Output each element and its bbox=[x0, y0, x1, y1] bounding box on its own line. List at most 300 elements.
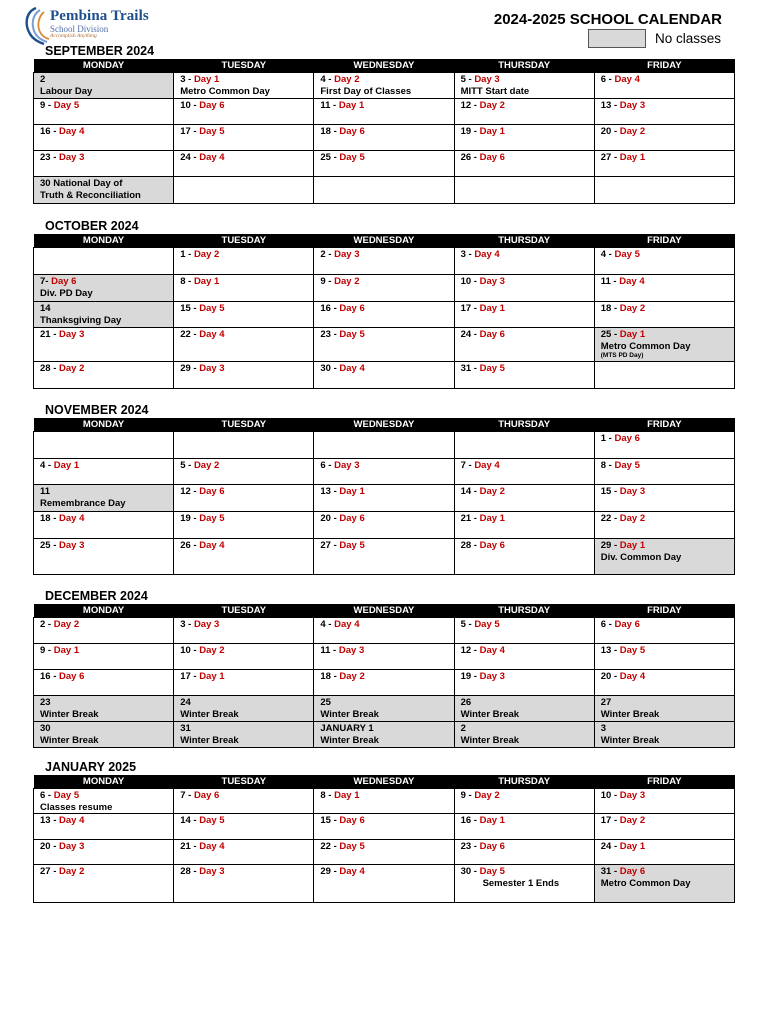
day-number: 31 bbox=[460, 363, 472, 374]
day-number: 11 bbox=[320, 100, 331, 111]
school-day-label: Day 1 bbox=[619, 152, 646, 163]
week-row bbox=[34, 302, 735, 328]
school-day-label: Day 4 bbox=[614, 74, 640, 85]
day-number: 23 bbox=[320, 329, 331, 340]
weekday-header: WEDNESDAY bbox=[314, 234, 454, 248]
day-cell bbox=[174, 789, 314, 814]
day-date-line bbox=[40, 671, 84, 682]
day-note: Metro Common Day bbox=[600, 877, 691, 889]
day-date-line bbox=[601, 276, 645, 287]
day-separator: - bbox=[190, 866, 200, 877]
legend-label: No classes bbox=[655, 31, 722, 46]
day-date-line bbox=[601, 329, 645, 340]
day-separator: - bbox=[45, 790, 54, 801]
day-date-line bbox=[461, 540, 505, 551]
day-separator: - bbox=[50, 815, 60, 826]
school-day-label: Day 3 bbox=[619, 100, 646, 111]
month-grid bbox=[33, 418, 735, 575]
school-day-label: Day 4 bbox=[479, 645, 505, 656]
weekday-header-row bbox=[34, 234, 735, 248]
day-date-line bbox=[320, 841, 364, 852]
month-section bbox=[33, 219, 735, 389]
day-number: 30 bbox=[40, 723, 51, 734]
day-cell bbox=[594, 644, 734, 670]
day-date-line bbox=[320, 486, 364, 497]
day-date-line bbox=[180, 74, 219, 85]
day-cell bbox=[314, 302, 454, 328]
weekday-header: FRIDAY bbox=[594, 418, 734, 432]
school-day-label: Day 6 bbox=[479, 540, 505, 551]
day-cell bbox=[454, 670, 594, 696]
day-date-line bbox=[601, 126, 645, 137]
day-number: 26 bbox=[460, 152, 472, 163]
day-cell bbox=[454, 865, 594, 903]
day-cell bbox=[454, 302, 594, 328]
school-day-label: Day 2 bbox=[474, 790, 500, 801]
day-cell bbox=[594, 99, 734, 125]
logo-swoosh-icon bbox=[22, 6, 52, 46]
school-day-label: Day 5 bbox=[199, 513, 225, 524]
day-separator: - bbox=[50, 126, 60, 137]
day-cell bbox=[34, 722, 174, 748]
day-date-line bbox=[461, 303, 505, 314]
day-cell bbox=[34, 840, 174, 865]
school-day-label: Day 1 bbox=[619, 841, 646, 852]
day-date-line bbox=[40, 619, 79, 630]
empty-day-cell bbox=[174, 432, 314, 459]
day-date-line bbox=[40, 276, 76, 287]
day-separator: - bbox=[50, 152, 60, 163]
month-grid bbox=[33, 234, 735, 389]
day-number: 23 bbox=[40, 152, 51, 163]
day-cell bbox=[34, 539, 174, 575]
weekday-header-row bbox=[34, 59, 735, 73]
day-cell bbox=[594, 670, 734, 696]
day-date-line bbox=[320, 74, 359, 85]
day-cell bbox=[454, 840, 594, 865]
day-separator: - bbox=[325, 619, 335, 630]
day-date-line bbox=[461, 486, 505, 497]
day-number: 17 bbox=[460, 303, 472, 314]
day-number: 19 bbox=[460, 671, 472, 682]
day-separator: - bbox=[190, 363, 200, 374]
day-number: 3 bbox=[460, 249, 466, 260]
day-cell bbox=[314, 362, 454, 389]
day-cell bbox=[594, 814, 734, 840]
day-number: 12 bbox=[460, 100, 472, 111]
day-date-line bbox=[601, 303, 645, 314]
day-cell bbox=[454, 485, 594, 512]
day-cell bbox=[174, 865, 314, 903]
day-separator: - bbox=[45, 645, 54, 656]
day-cell bbox=[314, 485, 454, 512]
school-day-label: Day 3 bbox=[193, 619, 220, 630]
day-date-line bbox=[40, 460, 79, 471]
day-number: 31 bbox=[600, 866, 612, 877]
day-cell bbox=[174, 512, 314, 539]
day-note: Classes resume bbox=[40, 801, 113, 813]
day-separator: - bbox=[190, 486, 200, 497]
day-date-line bbox=[180, 249, 219, 260]
day-date-line bbox=[601, 249, 640, 260]
day-separator: - bbox=[606, 433, 615, 444]
day-cell bbox=[314, 328, 454, 362]
week-row bbox=[34, 362, 735, 389]
day-number: 26 bbox=[460, 697, 472, 708]
day-separator: - bbox=[325, 74, 335, 85]
day-cell bbox=[454, 512, 594, 539]
weekday-header: WEDNESDAY bbox=[314, 775, 454, 789]
day-separator: - bbox=[185, 460, 194, 471]
weekday-header: TUESDAY bbox=[174, 234, 314, 248]
day-number: 13 bbox=[40, 815, 51, 826]
logo-subtitle: School Division bbox=[50, 24, 109, 34]
day-separator: - bbox=[471, 152, 480, 163]
school-day-label: Day 6 bbox=[51, 276, 77, 287]
day-date-line bbox=[180, 303, 224, 314]
day-date-line bbox=[320, 866, 364, 877]
day-separator: - bbox=[45, 276, 52, 287]
day-separator: - bbox=[611, 645, 620, 656]
day-separator: - bbox=[190, 126, 200, 137]
day-date-line bbox=[180, 815, 224, 826]
day-separator: - bbox=[471, 513, 480, 524]
day-separator: - bbox=[471, 841, 480, 852]
school-day-label: Day 2 bbox=[334, 74, 360, 85]
day-date-line bbox=[461, 866, 505, 877]
day-separator: - bbox=[471, 303, 480, 314]
day-cell bbox=[174, 644, 314, 670]
day-cell bbox=[454, 789, 594, 814]
day-number: 4 bbox=[320, 619, 326, 630]
day-date-line bbox=[180, 100, 224, 111]
day-date-line bbox=[320, 540, 364, 551]
school-day-label: Day 2 bbox=[619, 303, 646, 314]
week-row bbox=[34, 618, 735, 644]
month-section bbox=[33, 44, 735, 204]
day-date-line bbox=[40, 540, 84, 551]
day-cell bbox=[454, 362, 594, 389]
day-date-line bbox=[320, 697, 331, 708]
weekday-header: MONDAY bbox=[34, 234, 174, 248]
day-date-line bbox=[601, 645, 645, 656]
week-row bbox=[34, 248, 735, 275]
weekday-header: FRIDAY bbox=[594, 234, 734, 248]
school-day-label: Day 6 bbox=[479, 841, 505, 852]
day-cell bbox=[174, 459, 314, 485]
logo-name: Pembina Trails bbox=[50, 8, 149, 24]
day-number: 12 bbox=[180, 486, 191, 497]
day-number: 29 bbox=[180, 363, 191, 374]
day-cell bbox=[454, 539, 594, 575]
day-cell bbox=[314, 125, 454, 151]
day-separator: - bbox=[330, 866, 340, 877]
day-date-line bbox=[320, 303, 364, 314]
day-separator: - bbox=[190, 841, 200, 852]
school-day-label: Day 5 bbox=[53, 790, 80, 801]
weekday-header: TUESDAY bbox=[174, 775, 314, 789]
day-separator: - bbox=[330, 841, 340, 852]
day-separator: - bbox=[330, 363, 340, 374]
day-cell bbox=[454, 73, 594, 99]
day-separator: - bbox=[190, 645, 200, 656]
school-day-label: Day 6 bbox=[339, 303, 365, 314]
day-separator: - bbox=[190, 329, 200, 340]
day-separator: - bbox=[606, 249, 615, 260]
day-number: 16 bbox=[320, 303, 331, 314]
day-number: 17 bbox=[180, 671, 191, 682]
month-grid bbox=[33, 604, 735, 748]
day-separator: - bbox=[330, 513, 340, 524]
day-separator: - bbox=[330, 126, 340, 137]
day-cell bbox=[34, 618, 174, 644]
school-day-label: Day 2 bbox=[479, 486, 505, 497]
day-cell bbox=[454, 644, 594, 670]
empty-day-cell bbox=[34, 432, 174, 459]
day-date-line bbox=[40, 697, 51, 708]
day-cell bbox=[594, 151, 734, 177]
day-cell bbox=[594, 539, 734, 575]
day-number: 7 bbox=[180, 790, 186, 801]
school-day-label: Day 1 bbox=[479, 126, 505, 137]
day-number: 7 bbox=[460, 460, 466, 471]
day-note: Winter Break bbox=[460, 708, 520, 720]
day-number: 11 bbox=[320, 645, 331, 656]
day-cell bbox=[174, 814, 314, 840]
school-day-label: Day 3 bbox=[619, 486, 646, 497]
empty-day-cell bbox=[314, 177, 454, 204]
day-date-line bbox=[180, 363, 224, 374]
day-date-line bbox=[180, 329, 224, 340]
school-day-label: Day 2 bbox=[193, 460, 220, 471]
school-day-label: Day 1 bbox=[193, 276, 220, 287]
day-date-line bbox=[40, 363, 84, 374]
day-separator: - bbox=[45, 100, 54, 111]
school-day-label: Day 3 bbox=[59, 329, 85, 340]
day-number: 17 bbox=[180, 126, 191, 137]
school-day-label: Day 6 bbox=[614, 619, 640, 630]
day-separator: - bbox=[465, 74, 475, 85]
day-date-line bbox=[180, 126, 224, 137]
day-cell bbox=[454, 125, 594, 151]
week-row bbox=[34, 99, 735, 125]
day-separator: - bbox=[330, 329, 340, 340]
day-date-line bbox=[461, 645, 505, 656]
day-note: First Day of Classes bbox=[320, 85, 412, 97]
day-cell bbox=[594, 302, 734, 328]
day-note: Thanksgiving Day bbox=[40, 314, 122, 326]
school-day-label: Day 1 bbox=[338, 100, 365, 111]
day-number: 9 bbox=[40, 100, 46, 111]
day-cell bbox=[34, 177, 174, 204]
day-number: 28 bbox=[40, 363, 51, 374]
day-number: 25 bbox=[40, 540, 51, 551]
day-date-line bbox=[40, 303, 51, 314]
day-separator: - bbox=[471, 100, 480, 111]
day-cell bbox=[34, 328, 174, 362]
school-day-label: Day 2 bbox=[339, 671, 365, 682]
day-cell bbox=[314, 539, 454, 575]
school-day-label: Day 3 bbox=[199, 866, 225, 877]
month-section bbox=[33, 403, 735, 575]
school-day-label: Day 3 bbox=[479, 671, 505, 682]
day-cell bbox=[594, 618, 734, 644]
day-separator: - bbox=[190, 815, 200, 826]
day-date-line bbox=[601, 697, 612, 708]
day-date-line bbox=[180, 866, 224, 877]
day-separator: - bbox=[611, 790, 620, 801]
school-day-label: Day 6 bbox=[479, 329, 505, 340]
day-cell bbox=[34, 275, 174, 302]
day-date-line bbox=[461, 619, 500, 630]
day-separator: - bbox=[330, 100, 339, 111]
day-date-line bbox=[461, 363, 505, 374]
day-date-line bbox=[320, 645, 364, 656]
day-number: 17 bbox=[600, 815, 612, 826]
day-separator: - bbox=[185, 276, 194, 287]
school-day-label: Day 3 bbox=[334, 460, 360, 471]
weekday-header: THURSDAY bbox=[454, 604, 594, 618]
school-day-label: Day 5 bbox=[339, 540, 365, 551]
day-date-line bbox=[601, 815, 645, 826]
week-row bbox=[34, 151, 735, 177]
week-row bbox=[34, 814, 735, 840]
day-number: 24 bbox=[180, 152, 191, 163]
day-separator: - bbox=[471, 486, 480, 497]
school-day-label: Day 5 bbox=[199, 303, 225, 314]
weekday-header: TUESDAY bbox=[174, 59, 314, 73]
day-separator: - bbox=[185, 249, 194, 260]
school-day-label: Day 2 bbox=[199, 645, 225, 656]
day-date-line bbox=[601, 841, 645, 852]
weekday-header: TUESDAY bbox=[174, 604, 314, 618]
week-row bbox=[34, 432, 735, 459]
school-day-label: Day 6 bbox=[59, 671, 85, 682]
school-day-label: Day 4 bbox=[59, 513, 85, 524]
day-number: 10 bbox=[460, 276, 472, 287]
school-day-label: Day 1 bbox=[334, 790, 360, 801]
day-separator: - bbox=[465, 619, 475, 630]
day-separator: - bbox=[190, 303, 200, 314]
day-separator: - bbox=[330, 645, 339, 656]
day-separator: - bbox=[190, 671, 200, 682]
day-separator: - bbox=[465, 790, 475, 801]
day-number: 3 bbox=[600, 723, 607, 734]
day-cell bbox=[174, 302, 314, 328]
day-number: 5 bbox=[180, 460, 186, 471]
day-cell bbox=[34, 485, 174, 512]
weekday-header: FRIDAY bbox=[594, 59, 734, 73]
day-separator: - bbox=[50, 329, 60, 340]
day-cell bbox=[594, 485, 734, 512]
day-cell bbox=[34, 73, 174, 99]
school-day-label: Day 5 bbox=[614, 249, 640, 260]
day-cell bbox=[34, 151, 174, 177]
school-day-label: Day 1 bbox=[53, 645, 80, 656]
weekday-header: WEDNESDAY bbox=[314, 604, 454, 618]
day-date-line bbox=[601, 790, 645, 801]
day-separator: - bbox=[611, 841, 620, 852]
day-cell bbox=[314, 73, 454, 99]
day-cell bbox=[594, 432, 734, 459]
calendar-title: 2024-2025 SCHOOL CALENDAR bbox=[493, 11, 722, 28]
day-note: Truth & Reconciliation bbox=[40, 189, 141, 201]
empty-day-cell bbox=[174, 177, 314, 204]
school-day-label: Day 1 bbox=[479, 303, 505, 314]
day-cell bbox=[34, 459, 174, 485]
day-number: 10 bbox=[600, 790, 612, 801]
school-day-label: Day 5 bbox=[614, 460, 640, 471]
day-number: 20 bbox=[600, 671, 612, 682]
school-day-label: Day 6 bbox=[193, 790, 220, 801]
school-day-label: Day 2 bbox=[334, 276, 360, 287]
school-day-label: Day 4 bbox=[339, 866, 365, 877]
day-date-line bbox=[461, 329, 505, 340]
day-separator: - bbox=[611, 126, 620, 137]
day-date-line bbox=[601, 100, 645, 111]
school-day-label: Day 6 bbox=[199, 486, 225, 497]
day-note: Winter Break bbox=[600, 708, 660, 720]
day-date-line bbox=[461, 723, 466, 734]
empty-day-cell bbox=[454, 177, 594, 204]
day-number: 22 bbox=[320, 841, 331, 852]
day-date-line bbox=[320, 513, 364, 524]
school-day-label: Day 5 bbox=[474, 619, 500, 630]
day-separator: - bbox=[471, 126, 480, 137]
day-separator: - bbox=[471, 276, 480, 287]
weekday-header: WEDNESDAY bbox=[314, 418, 454, 432]
day-separator: - bbox=[611, 671, 620, 682]
day-separator: - bbox=[465, 249, 475, 260]
day-number: 20 bbox=[600, 126, 612, 137]
school-day-label: Day 4 bbox=[199, 329, 225, 340]
day-number: 2 bbox=[320, 249, 326, 260]
day-cell bbox=[314, 814, 454, 840]
day-number: 3 bbox=[180, 74, 186, 85]
day-separator: - bbox=[325, 276, 335, 287]
day-separator: - bbox=[325, 460, 335, 471]
day-number: 23 bbox=[40, 697, 51, 708]
day-number: 8 bbox=[600, 460, 607, 471]
day-note: Div. PD Day bbox=[40, 287, 93, 299]
day-date-line bbox=[40, 486, 50, 497]
school-day-label: Day 2 bbox=[53, 619, 80, 630]
week-row bbox=[34, 539, 735, 575]
school-day-label: Day 1 bbox=[479, 815, 505, 826]
school-day-label: Day 3 bbox=[619, 790, 646, 801]
day-number: 21 bbox=[40, 329, 51, 340]
day-cell bbox=[454, 328, 594, 362]
day-date-line bbox=[180, 460, 219, 471]
weekday-header: FRIDAY bbox=[594, 775, 734, 789]
day-note: Winter Break bbox=[320, 708, 379, 720]
day-separator: - bbox=[330, 486, 340, 497]
day-cell bbox=[34, 99, 174, 125]
day-separator: - bbox=[325, 249, 335, 260]
school-day-label: Day 1 bbox=[339, 486, 365, 497]
day-separator: - bbox=[606, 74, 615, 85]
day-date-line bbox=[40, 152, 84, 163]
day-number: 2 bbox=[460, 723, 466, 734]
day-date-line bbox=[180, 486, 224, 497]
school-day-label: Day 2 bbox=[59, 866, 85, 877]
day-cell bbox=[594, 789, 734, 814]
day-number: 2 bbox=[40, 74, 46, 85]
day-cell bbox=[174, 99, 314, 125]
day-number: 29 bbox=[320, 866, 331, 877]
school-day-label: Day 6 bbox=[479, 152, 505, 163]
week-row bbox=[34, 125, 735, 151]
